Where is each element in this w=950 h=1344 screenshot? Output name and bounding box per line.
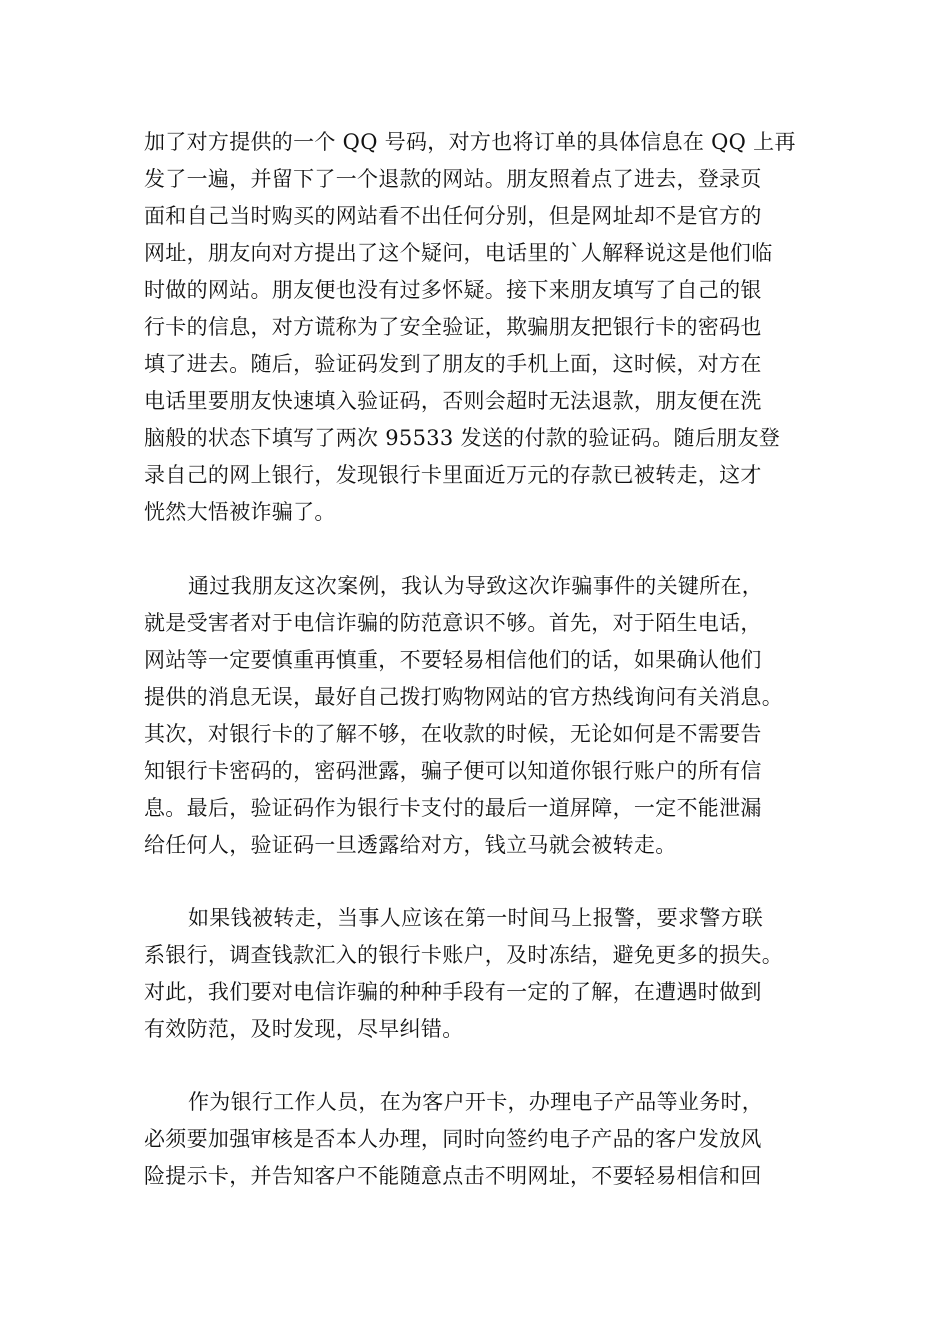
paragraph-2 xyxy=(144,568,814,864)
text-line: 录自己的网上银行，发现银行卡里面近万元的存款已被转走，这才 xyxy=(144,463,762,487)
text-line: 网站等一定要慎重再慎重，不要轻易相信他们的话，如果确认他们 xyxy=(144,648,762,672)
text-line: 给任何人，验证码一旦透露给对方，钱立马就会被转走。 xyxy=(144,833,677,857)
text-line: 填了进去。随后，验证码发到了朋友的手机上面，这时候，对方在 xyxy=(144,352,762,376)
text-line: 必须要加强审核是否本人办理，同时向签约电子产品的客户发放风 xyxy=(144,1127,762,1151)
text-line: 面和自己当时购买的网站看不出任何分别，但是网址却不是官方的 xyxy=(144,204,762,228)
text-line: 发了一遍，并留下了一个退款的网站。朋友照着点了进去，登录页 xyxy=(144,167,762,191)
text-line: 加了对方提供的一个 QQ 号码，对方也将订单的具体信息在 QQ 上再 xyxy=(144,130,796,154)
text-line: 对此，我们要对电信诈骗的种种手段有一定的了解，在遭遇时做到 xyxy=(144,980,762,1004)
text-line: 有效防范，及时发现，尽早纠错。 xyxy=(144,1017,464,1041)
text-line: 行卡的信息，对方谎称为了安全验证，欺骗朋友把银行卡的密码也 xyxy=(144,315,762,339)
text-line: 息。最后，验证码作为银行卡支付的最后一道屏障，一定不能泄漏 xyxy=(144,796,762,820)
text-line: 通过我朋友这次案例，我认为导致这次诈骗事件的关键所在， xyxy=(188,574,764,598)
text-line: 脑般的状态下填写了两次 95533 发送的付款的验证码。随后朋友登 xyxy=(144,426,781,450)
text-line: 电话里要朋友快速填入验证码，否则会超时无法退款，朋友便在洗 xyxy=(144,389,762,413)
text-line: 知银行卡密码的，密码泄露，骗子便可以知道你银行账户的所有信 xyxy=(144,759,762,783)
text-line: 时做的网站。朋友便也没有过多怀疑。接下来朋友填写了自己的银 xyxy=(144,278,762,302)
text-line: 险提示卡，并告知客户不能随意点击不明网址，不要轻易相信和回 xyxy=(144,1164,762,1188)
paragraph-3 xyxy=(144,900,814,1048)
text-line: 作为银行工作人员，在为客户开卡，办理电子产品等业务时， xyxy=(188,1090,764,1114)
text-line: 网址，朋友向对方提出了这个疑问，电话里的`人解释说这是他们临 xyxy=(144,241,773,265)
paragraph-4 xyxy=(144,1084,814,1195)
paragraph-1 xyxy=(144,124,814,531)
text-line: 提供的消息无误，最好自己拨打购物网站的官方热线询问有关消息。 xyxy=(144,685,783,709)
text-line: 如果钱被转走，当事人应该在第一时间马上报警，要求警方联 xyxy=(188,906,764,930)
text-line: 就是受害者对于电信诈骗的防范意识不够。首先，对于陌生电话， xyxy=(144,611,762,635)
text-line: 系银行，调查钱款汇入的银行卡账户，及时冻结，避免更多的损失。 xyxy=(144,943,783,967)
text-line: 恍然大悟被诈骗了。 xyxy=(144,500,336,524)
text-line: 其次，对银行卡的了解不够，在收款的时候，无论如何是不需要告 xyxy=(144,722,762,746)
